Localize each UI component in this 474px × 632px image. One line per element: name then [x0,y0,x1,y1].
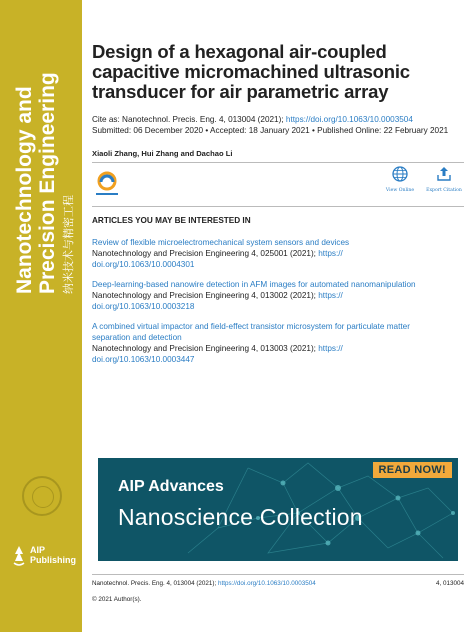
view-online-label: View Online [385,188,415,193]
citation-doi-link[interactable]: https://doi.org/10.1063/10.0003504 [285,115,413,124]
page-footer [92,580,464,587]
related-article-doi-link[interactable]: doi.org/10.1063/10.0003218 [92,302,195,311]
publication-dates: Submitted: 06 December 2020 • Accepted: 18 January 2021 • Published Online: 22 February 2021 [92,126,449,135]
related-article-title-link[interactable]: A combined virtual impactor and field-effect transistor microsystem for particulate matter [92,322,410,331]
action-row [92,166,464,200]
related-article-citation: Nanotechnology and Precision Engineering 4, 025001 (2021); [92,249,316,258]
related-article-item [92,321,464,365]
related-article-item [92,237,464,270]
journal-sidebar [0,0,82,632]
related-article-item [92,279,464,312]
aip-advances-banner-ad[interactable] [98,458,458,561]
footer-citation: Nanotechnol. Precis. Eng. 4, 013004 (2021); [92,580,217,587]
related-article-title-link[interactable]: Review of flexible microelectromechanical system sensors and devices [92,238,350,247]
view-online-button[interactable] [380,166,420,193]
globe-icon [392,166,408,182]
divider [92,162,464,163]
related-article-doi-link[interactable]: doi.org/10.1063/10.0003447 [92,355,195,364]
banner-subtitle: Nanoscience Collection [118,504,363,530]
journal-name-line2: Precision Engineering [36,72,59,294]
related-article-doi-link[interactable]: https:// [318,344,343,353]
article-title-line: Design of a hexagonal air-coupled [92,41,387,62]
article-title [92,42,464,102]
citation-text: Cite as: Nanotechnol. Precis. Eng. 4, 013004 (2021); [92,115,284,124]
related-article-citation: Nanotechnology and Precision Engineering 4, 013002 (2021); [92,291,316,300]
related-article-doi-link[interactable]: https:// [318,291,343,300]
journal-name-line1: Nanotechnology and [13,86,36,294]
aip-publishing-logo[interactable] [8,543,78,571]
related-article-doi-link[interactable]: doi.org/10.1063/10.0004301 [92,260,195,269]
related-articles-heading: ARTICLES YOU MAY BE INTERESTED IN [92,216,251,225]
aip-logo-line1: AIP [30,545,46,555]
divider [92,206,464,207]
journal-name-chinese: 纳米技术与精密工程 [62,195,75,294]
export-citation-label: Export Citation [426,188,462,193]
read-now-button[interactable]: READ NOW! [373,462,452,478]
export-citation-button[interactable] [424,166,464,193]
page-number: 4, 013004 [435,580,464,587]
aip-logo-icon [10,545,28,567]
footer-doi-link[interactable]: https://doi.org/10.1063/10.0003504 [218,580,316,587]
related-article-doi-link[interactable]: https:// [318,249,343,258]
author-list: Xiaoli Zhang, Hui Zhang and Dachao Li [92,149,233,158]
aip-logo-line2: Publishing [30,555,76,565]
copyright-notice: © 2021 Author(s). [92,596,142,603]
university-seal-icon [22,476,62,516]
export-icon [436,166,452,182]
banner-title: AIP Advances [118,478,224,495]
open-access-logo-icon [92,168,122,198]
article-title-line: capacitive micromachined ultrasonic [92,61,410,82]
citation-block [92,114,448,136]
journal-vertical-title [6,12,78,312]
main-content [92,0,464,632]
divider [92,574,464,575]
related-article-title-link[interactable]: Deep-learning-based nanowire detection in AFM images for automated nanomanipulation [92,280,416,289]
related-article-citation: Nanotechnology and Precision Engineering 4, 013003 (2021); [92,344,316,353]
article-title-line: transducer for air parametric array [92,81,389,102]
related-article-title-link[interactable]: separation and detection [92,333,182,342]
